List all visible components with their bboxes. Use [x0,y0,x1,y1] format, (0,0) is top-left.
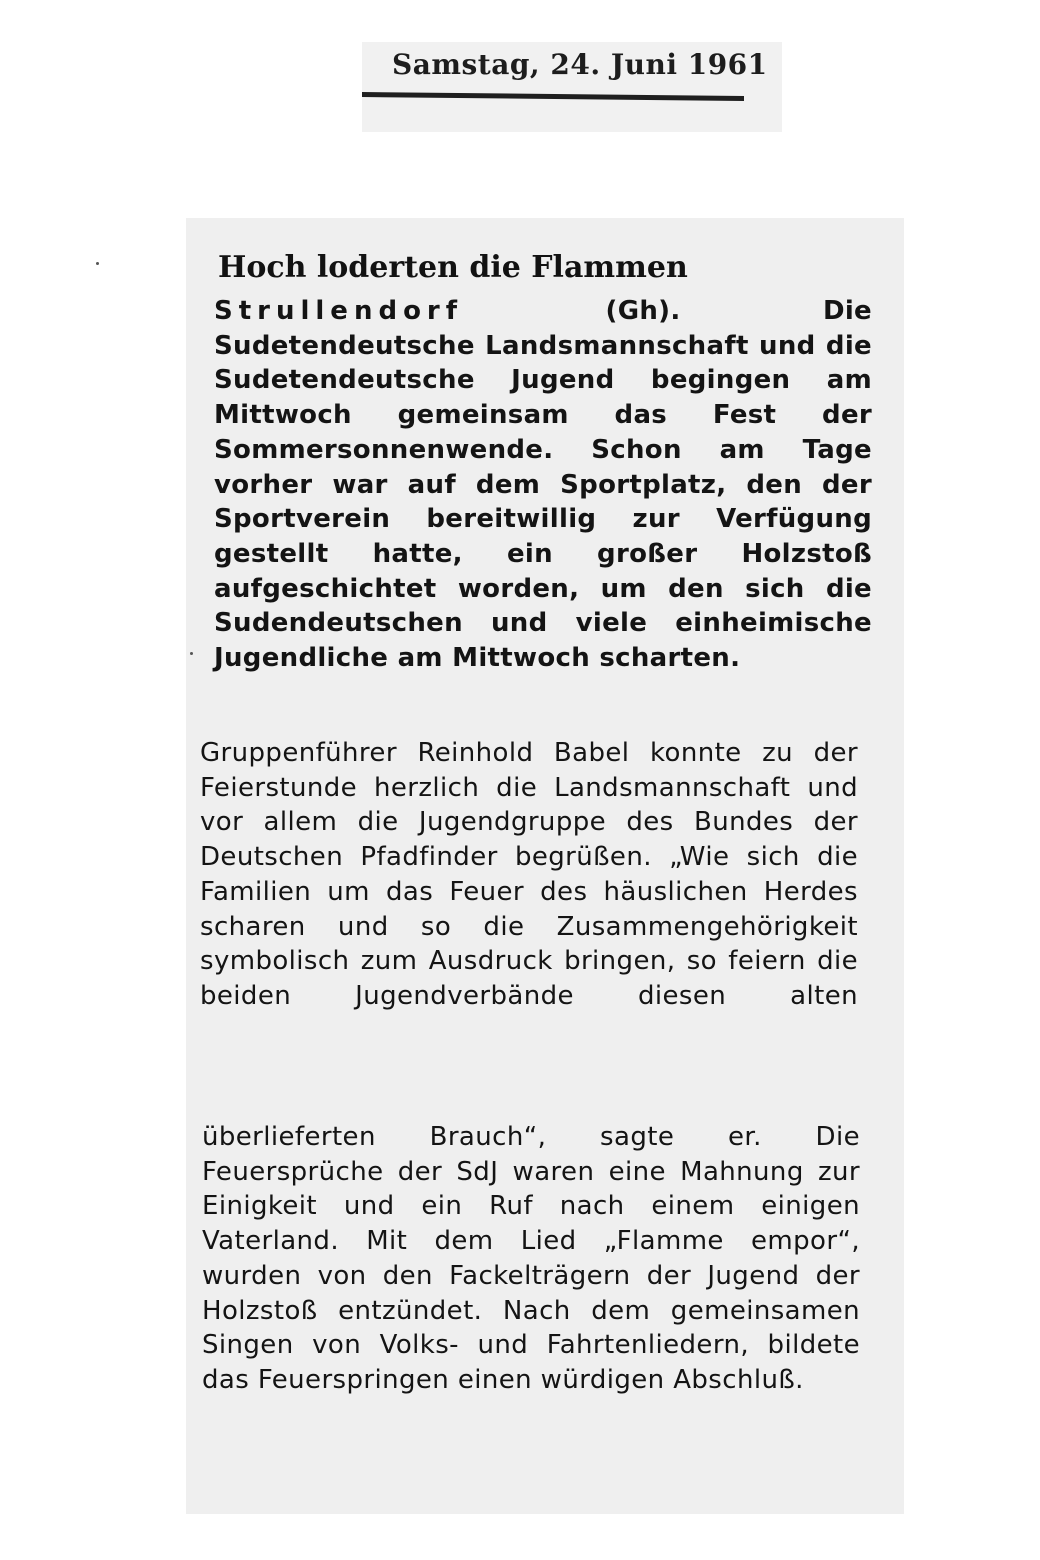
article-paragraph-2: Gruppenführer Reinhold Babel konnte zu der Feierstunde herzlich die Landsmannschaft und vor allem die Jugendgruppe des Bundes der Deutschen Pfadfinder begrüßen. „Wie sich die Familien um das Feuer des häuslichen Herdes scharen und so die Zusammengehörigkeit symbolisch zum Ausdruck bringen, so feiern die beiden Jugendverbände diesen alten [200,738,858,1011]
scan-speck [190,652,193,655]
article-dateline: Strullendorf [214,296,464,326]
article-headline: Hoch loderten die Flammen [218,250,688,285]
article-paragraph-1 [214,294,872,676]
article-paragraph-3: überlieferten Brauch“, sagte er. Die Feuersprüche der SdJ waren eine Mahnung zur Einigkeit und ein Ruf nach einem einigen Vaterland. Mit dem Lied „Flamme empor“, wurden von den Fackelträgern der Jugend der Holzstoß entzündet. Nach dem gemeinsamen Singen von Volks- und Fahrtenliedern, bildete das Feuerspringen einen würdigen Abschluß. [202,1122,860,1395]
scan-speck [96,262,99,265]
article-paragraph-1-text: (Gh). Die Sudetendeutsche Landsmannschaft und die Sudetendeutsche Jugend begingen am Mittwoch gemeinsam das Fest der Sommersonnenwende. Schon am Tage vorher war auf dem Sportplatz, den der Sportverein bereitwillig zur Verfügung gestellt hatte, ein großer Holzstoß aufgeschichtet worden, um den sich die Sudendeutschen und viele einheimische Jugendliche am Mittwoch scharten. [214,296,872,674]
date-header: Samstag, 24. Juni 1961 [392,48,768,81]
